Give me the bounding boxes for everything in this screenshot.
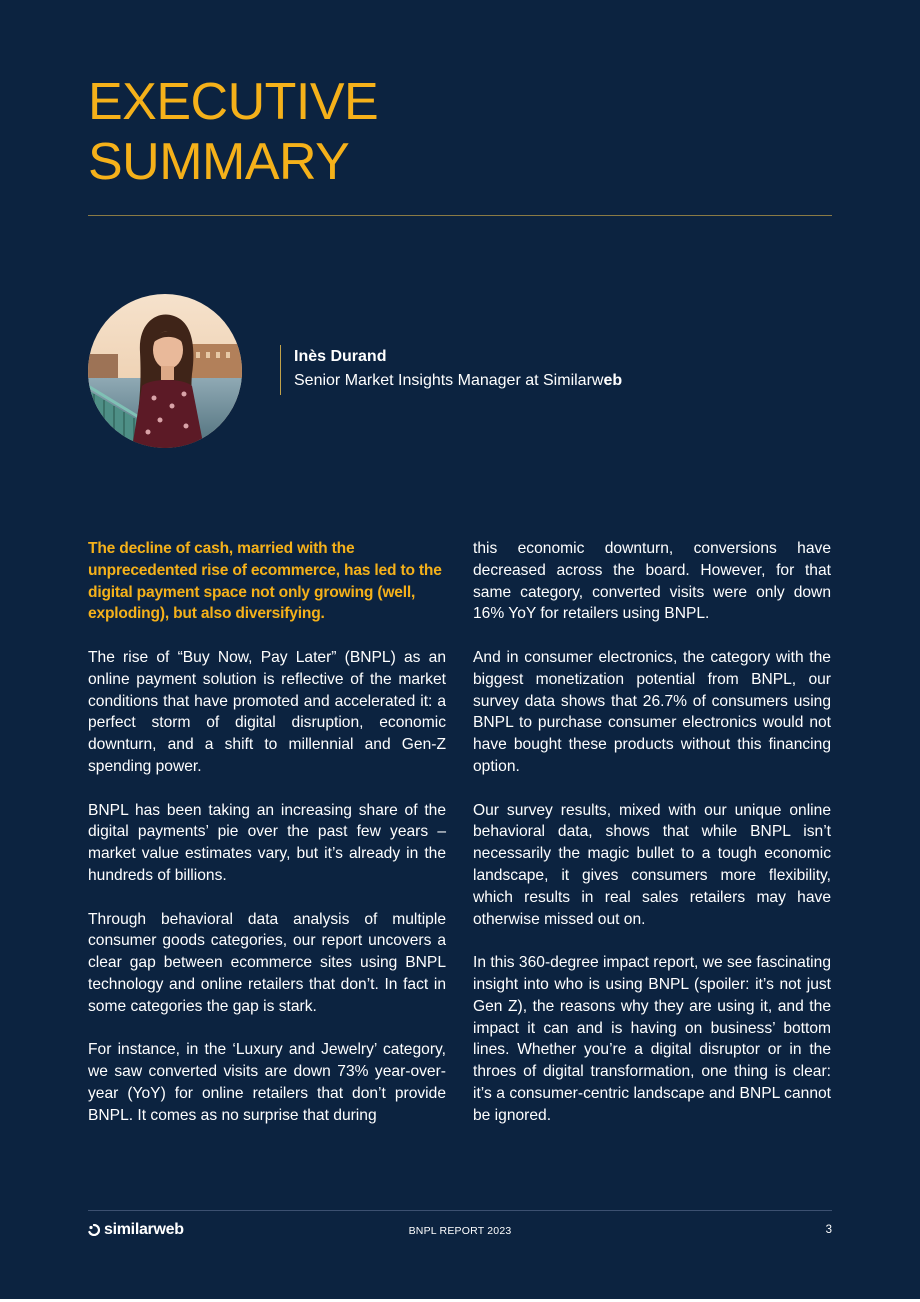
logo-text: similarweb: [104, 1221, 184, 1238]
title-line-1: EXECUTIVE: [88, 73, 379, 131]
body-paragraph: For instance, in the ‘Luxury and Jewelry’ category, we saw converted visits are down 73% year-over-year (YoY) for online retailers that don’t provide BNPL. It comes as no surprise that during: [88, 1041, 446, 1124]
author-avatar: [88, 294, 242, 448]
footer-divider: [88, 1210, 832, 1211]
body-paragraph: The rise of “Buy Now, Pay Later” (BNPL) as an online payment solution is reflective of the market conditions that have promoted and accelerated it: a perfect storm of digital disruption, economic downturn, and a shift to millennial and Gen-Z spending power.: [88, 648, 446, 775]
body-paragraph: Through behavioral data analysis of multiple consumer goods categories, our report uncovers a clear gap between ecommerce sites using BNPL technology and online retailers that don’t. In fact in some categories the gap is stark.: [88, 910, 446, 1015]
body-paragraph: And in consumer electronics, the category with the biggest monetization potential from BNPL, our survey data shows that 26.7% of consumers using BNPL to purchase consumer electronics would not have bought these products without this financing option.: [473, 648, 831, 775]
title-line-2: SUMMARY: [88, 133, 350, 191]
page-title: [88, 72, 378, 192]
page-number: 3: [825, 1224, 832, 1236]
author-block: [280, 345, 622, 395]
author-role-text: Senior Market Insights Manager at Similarw: [294, 372, 604, 389]
right-column: [473, 538, 831, 1148]
left-column: [88, 538, 446, 1148]
author-role: [294, 369, 622, 393]
lead-paragraph: The decline of cash, married with the unprecedented rise of ecommerce, has led to the digital payment space not only growing (well, exploding), but also diversifying.: [88, 540, 442, 623]
body-paragraph: Our survey results, mixed with our unique online behavioral data, shows that while BNPL isn’t necessarily the magic bullet to a tough economic landscape, it gives consumers more flexibility, which results in real sales retailers may have otherwise missed out on.: [473, 801, 831, 928]
title-divider: [88, 215, 832, 216]
footer-report-title: BNPL REPORT 2023: [408, 1225, 512, 1237]
author-name: Inès Durand: [294, 348, 387, 365]
author-role-brand: eb: [603, 372, 623, 389]
body-paragraph: In this 360-degree impact report, we see fascinating insight into who is using BNPL (spoiler: it’s not just Gen Z), the reasons why they are using it, and the impact it can and is having on business’ bottom lines. Whether you’re a digital disruptor or in the throes of digital transformation, one thing is clear: it’s a consumer-centric landscape and BNPL cannot be ignored.: [473, 954, 831, 1124]
body-paragraph: BNPL has been taking an increasing share of the digital payments’ pie over the past few years – market value estimates vary, but it’s already in the hundreds of billions.: [88, 801, 446, 884]
body-paragraph: this economic downturn, conversions have decreased across the board. However, for that same category, converted visits were only down 16% YoY for retailers using BNPL.: [473, 540, 831, 623]
